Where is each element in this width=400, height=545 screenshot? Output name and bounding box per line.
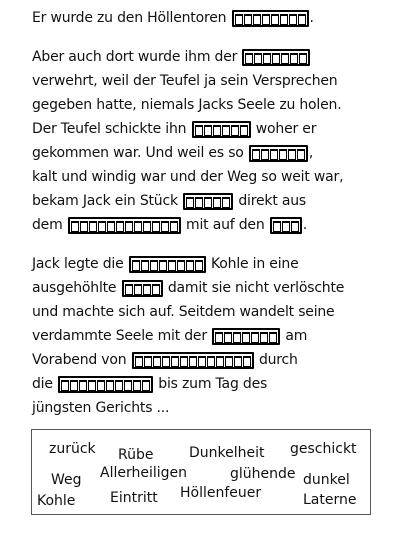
gap-cell	[297, 149, 305, 160]
gap-cell	[224, 332, 232, 343]
gap-cell	[98, 221, 106, 232]
gap-cell	[142, 380, 150, 391]
text-line	[32, 6, 392, 30]
gap-cell	[289, 14, 297, 25]
line-text: Der Teufel schickte ihn	[32, 121, 191, 137]
gap-cell	[171, 356, 179, 367]
gap-cell	[198, 356, 206, 367]
blank-gap[interactable]	[192, 121, 251, 138]
gap-cell	[124, 380, 132, 391]
gap-cell	[204, 197, 212, 208]
line-text: und machte sich auf. Seitdem wandelt seine	[32, 304, 335, 320]
line-text: die	[32, 376, 58, 392]
gap-cell	[132, 260, 140, 271]
word-bank-item[interactable]: Rübe	[118, 447, 154, 463]
gap-cell	[273, 221, 281, 232]
line-text: dem	[32, 217, 67, 233]
blank-gap[interactable]	[129, 256, 206, 273]
line-text: verwehrt, weil der Teufel ja sein Versprechen	[32, 73, 338, 89]
word-bank-item[interactable]: Laterne	[303, 492, 357, 508]
word-bank-item[interactable]: zurück	[49, 441, 96, 457]
blank-gap[interactable]	[122, 280, 163, 297]
text-line	[32, 396, 392, 420]
line-text: damit sie nicht verlöschte	[163, 280, 345, 296]
gap-cell	[141, 260, 149, 271]
gap-cell	[240, 125, 248, 136]
line-text: Jack legte die	[32, 256, 128, 272]
gap-cell	[282, 221, 290, 232]
gap-cell	[213, 197, 221, 208]
word-bank	[31, 429, 371, 515]
gap-cell	[225, 356, 233, 367]
gap-cell	[262, 14, 270, 25]
worksheet-text	[32, 6, 392, 420]
gap-cell	[263, 53, 271, 64]
gap-cell	[159, 260, 167, 271]
gap-cell	[168, 260, 176, 271]
line-text: bekam Jack ein Stück	[32, 193, 183, 209]
gap-cell	[298, 14, 306, 25]
gap-cell	[222, 197, 230, 208]
blank-gap[interactable]	[212, 328, 280, 345]
gap-cell	[161, 221, 169, 232]
gap-cell	[152, 221, 160, 232]
gap-cell	[125, 284, 133, 295]
gap-cell	[254, 53, 262, 64]
gap-cell	[107, 221, 115, 232]
gap-cell	[272, 53, 280, 64]
gap-cell	[195, 197, 203, 208]
gap-cell	[299, 53, 307, 64]
line-text: Aber auch dort wurde ihm der	[32, 49, 242, 65]
gap-cell	[134, 221, 142, 232]
gap-cell	[153, 356, 161, 367]
text-line	[32, 45, 392, 69]
gap-cell	[97, 380, 105, 391]
line-text: kalt und windig war und der Weg so weit war,	[32, 169, 344, 185]
blank-gap[interactable]	[132, 352, 254, 369]
gap-cell	[143, 221, 151, 232]
gap-cell	[242, 332, 250, 343]
line-text: jüngsten Gerichts ...	[32, 400, 170, 416]
blank-gap[interactable]	[68, 217, 181, 234]
line-text: Kohle in eine	[206, 256, 299, 272]
blank-gap[interactable]	[58, 376, 153, 393]
blank-gap[interactable]	[183, 193, 233, 210]
gap-cell	[279, 149, 287, 160]
line-text: bis zum Tag des	[154, 376, 268, 392]
text-line	[32, 372, 392, 396]
gap-cell	[235, 14, 243, 25]
text-line	[32, 324, 392, 348]
gap-cell	[215, 332, 223, 343]
line-text: gegeben hatte, niemals Jacks Seele zu holen.	[32, 97, 342, 113]
gap-cell	[79, 380, 87, 391]
gap-cell	[231, 125, 239, 136]
text-line	[32, 300, 392, 324]
gap-cell	[70, 380, 78, 391]
text-line	[32, 276, 392, 300]
text-line	[32, 69, 392, 93]
gap-cell	[253, 14, 261, 25]
text-line	[32, 252, 392, 276]
gap-cell	[186, 197, 194, 208]
gap-cell	[269, 332, 277, 343]
line-text: am	[281, 328, 308, 344]
gap-cell	[115, 380, 123, 391]
gap-cell	[213, 125, 221, 136]
gap-cell	[150, 260, 158, 271]
gap-cell	[170, 221, 178, 232]
gap-cell	[134, 284, 142, 295]
word-bank-item[interactable]: dunkel	[303, 472, 350, 488]
blank-gap[interactable]	[249, 145, 308, 162]
gap-cell	[162, 356, 170, 367]
text-line	[32, 165, 392, 189]
word-bank-item[interactable]: Allerheiligen	[100, 465, 188, 481]
blank-gap[interactable]	[232, 10, 309, 27]
line-text: durch	[254, 352, 298, 368]
gap-cell	[135, 356, 143, 367]
line-text: verdammte Seele mit der	[32, 328, 212, 344]
gap-cell	[177, 260, 185, 271]
gap-cell	[290, 53, 298, 64]
text-line	[32, 213, 392, 237]
gap-cell	[260, 332, 268, 343]
gap-cell	[80, 221, 88, 232]
gap-cell	[244, 14, 252, 25]
gap-cell	[234, 356, 242, 367]
blank-gap[interactable]	[242, 49, 310, 66]
paragraph-3	[32, 252, 392, 420]
line-text: ausgehöhlte	[32, 280, 121, 296]
gap-cell	[261, 149, 269, 160]
gap-cell	[88, 380, 96, 391]
gap-cell	[144, 356, 152, 367]
text-line	[32, 93, 392, 117]
text-line	[32, 117, 392, 141]
gap-cell	[288, 149, 296, 160]
gap-cell	[195, 260, 203, 271]
gap-cell	[189, 356, 197, 367]
gap-cell	[152, 284, 160, 295]
word-bank-item[interactable]: Höllenfeuer	[180, 485, 262, 501]
gap-cell	[186, 260, 194, 271]
gap-cell	[116, 221, 124, 232]
gap-cell	[71, 221, 79, 232]
gap-cell	[233, 332, 241, 343]
paragraph-2	[32, 45, 392, 237]
gap-cell	[252, 149, 260, 160]
gap-cell	[207, 356, 215, 367]
gap-cell	[222, 125, 230, 136]
line-text: Vorabend von	[32, 352, 131, 368]
gap-cell	[195, 125, 203, 136]
gap-cell	[89, 221, 97, 232]
gap-cell	[180, 356, 188, 367]
text-line	[32, 189, 392, 213]
gap-cell	[243, 356, 251, 367]
text-line	[32, 348, 392, 372]
word-bank-item[interactable]: Dunkelheit	[189, 445, 265, 461]
blank-gap[interactable]	[270, 217, 302, 234]
line-text: gekommen war. Und weil es so	[32, 145, 248, 161]
gap-cell	[271, 14, 279, 25]
gap-cell	[281, 53, 289, 64]
word-bank-item[interactable]: Kohle	[37, 493, 76, 509]
gap-cell	[245, 53, 253, 64]
gap-cell	[270, 149, 278, 160]
line-text: direkt aus	[234, 193, 307, 209]
gap-cell	[125, 221, 133, 232]
line-text: .	[302, 217, 308, 233]
text-line	[32, 141, 392, 165]
line-text: ,	[308, 145, 314, 161]
word-bank-item[interactable]: geschickt	[290, 441, 357, 457]
gap-cell	[291, 221, 299, 232]
line-text: Er wurde zu den Höllentoren	[32, 10, 231, 26]
gap-cell	[280, 14, 288, 25]
gap-cell	[143, 284, 151, 295]
line-text: woher er	[251, 121, 317, 137]
word-bank-item[interactable]: Weg	[51, 472, 82, 488]
gap-cell	[106, 380, 114, 391]
line-text: .	[309, 10, 314, 26]
paragraph-1	[32, 6, 392, 30]
gap-cell	[61, 380, 69, 391]
gap-cell	[133, 380, 141, 391]
gap-cell	[204, 125, 212, 136]
gap-cell	[216, 356, 224, 367]
word-bank-item[interactable]: Eintritt	[110, 490, 158, 506]
line-text: mit auf den	[181, 217, 269, 233]
word-bank-item[interactable]: glühende	[230, 466, 296, 482]
gap-cell	[251, 332, 259, 343]
